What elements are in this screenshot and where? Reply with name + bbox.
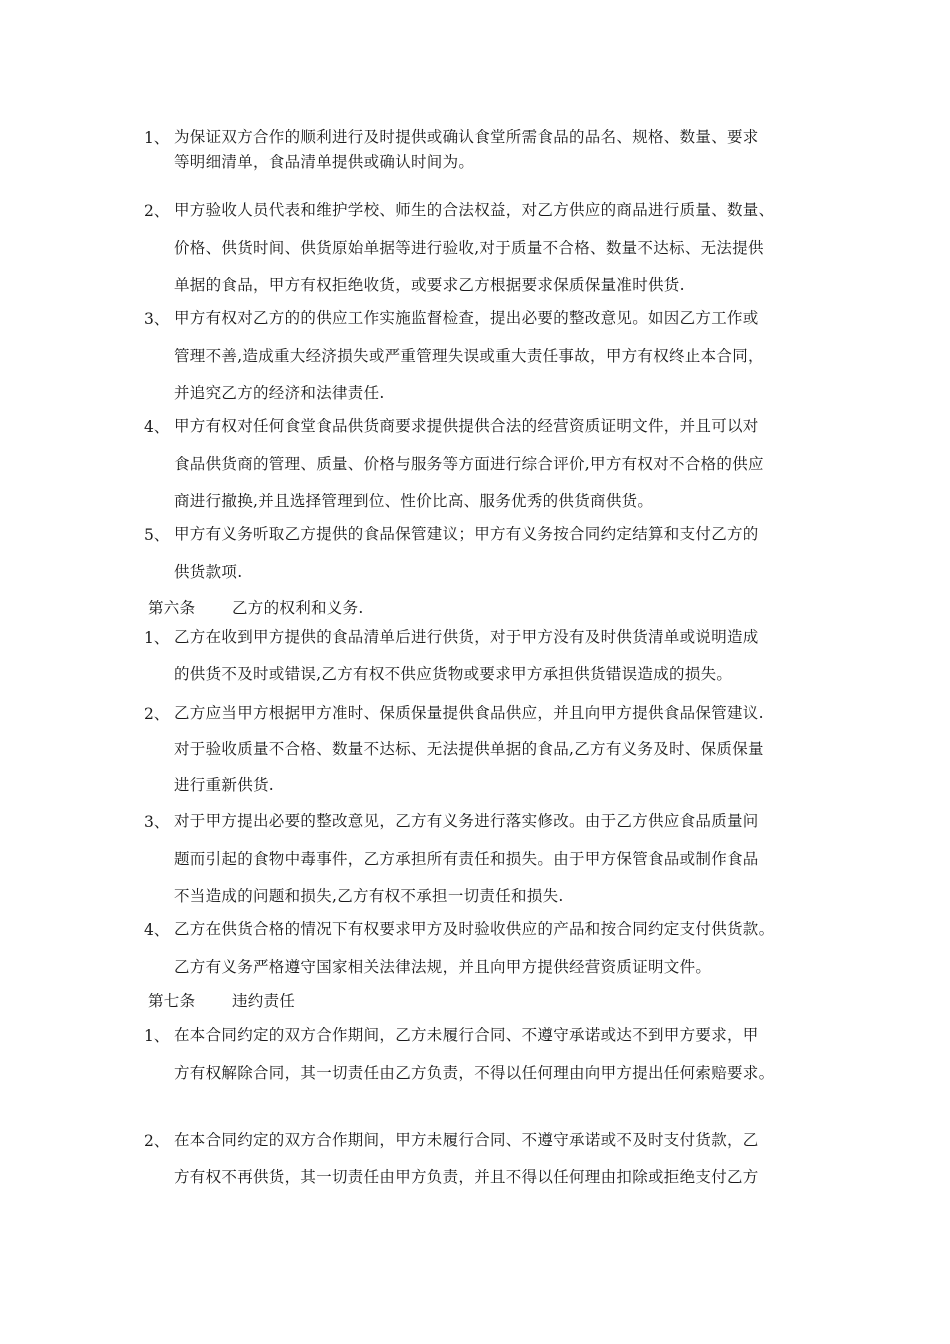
- list-item-text-line: 不当造成的问题和损失,乙方有权不承担一切责任和损失.: [174, 887, 564, 905]
- list-item-number: 1、: [144, 129, 170, 147]
- list-item-text-line: 甲方有权对乙方的的供应工作实施监督检查，提出必要的整改意见。如因乙方工作或: [174, 309, 759, 327]
- list-item-text-line: 对于验收质量不合格、数量不达标、无法提供单据的食品,乙方有义务及时、保质保量: [174, 740, 764, 758]
- list-item-number: 4、: [144, 921, 170, 939]
- list-item-text-line: 并追究乙方的经济和法律责任.: [174, 384, 385, 402]
- list-item-text-line: 等明细清单，食品清单提供或确认时间为。: [174, 153, 475, 171]
- list-item-number: 5、: [144, 526, 170, 544]
- list-item-text-line: 价格、供货时间、供货原始单据等进行验收,对于质量不合格、数量不达标、无法提供: [174, 239, 764, 257]
- list-item-text-line: 甲方有权对任何食堂食品供货商要求提供提供合法的经营资质证明文件，并且可以对: [174, 417, 759, 435]
- list-item-text-line: 在本合同约定的双方合作期间，乙方未履行合同、不遵守承诺或达不到甲方要求，甲: [174, 1026, 759, 1044]
- list-item-number: 1、: [144, 1027, 170, 1045]
- list-item-text-line: 为保证双方合作的顺利进行及时提供或确认食堂所需食品的品名、规格、数量、要求: [174, 128, 759, 146]
- list-item-number: 4、: [144, 418, 170, 436]
- list-item-number: 2、: [144, 1132, 170, 1150]
- list-item-text-line: 对于甲方提出必要的整改意见，乙方有义务进行落实修改。由于乙方供应食品质量问: [174, 812, 759, 830]
- list-item-text-line: 题而引起的食物中毒事件，乙方承担所有责任和损失。由于甲方保管食品或制作食品: [174, 850, 759, 868]
- article-heading-label: 第六条: [148, 599, 196, 617]
- list-item-text-line: 乙方在收到甲方提供的食品清单后进行供货，对于甲方没有及时供货清单或说明造成: [174, 628, 759, 646]
- list-item-text-line: 进行重新供货.: [174, 776, 275, 794]
- article-heading-title: 乙方的权利和义务.: [232, 599, 364, 617]
- list-item-text-line: 乙方在供货合格的情况下有权要求甲方及时验收供应的产品和按合同约定支付供货款。: [174, 920, 775, 938]
- list-item-text-line: 单据的食品，甲方有权拒绝收货，或要求乙方根据要求保质保量准时供货.: [174, 276, 685, 294]
- article-heading-title: 违约责任: [232, 992, 296, 1010]
- list-item-text-line: 在本合同约定的双方合作期间，甲方未履行合同、不遵守承诺或不及时支付货款，乙: [174, 1131, 759, 1149]
- article-heading-label: 第七条: [148, 992, 196, 1010]
- list-item-number: 3、: [144, 310, 170, 328]
- list-item-text-line: 甲方验收人员代表和维护学校、师生的合法权益，对乙方供应的商品进行质量、数量、: [174, 201, 775, 219]
- list-item-text-line: 乙方有义务严格遵守国家相关法律法规，并且向甲方提供经营资质证明文件。: [174, 958, 712, 976]
- list-item-number: 2、: [144, 705, 170, 723]
- list-item-text-line: 方有权解除合同，其一切责任由乙方负责，不得以任何理由向甲方提出任何索赔要求。: [174, 1064, 775, 1082]
- list-item-text-line: 商进行撤换,并且选择管理到位、性价比高、服务优秀的供货商供货。: [174, 492, 654, 510]
- list-item-number: 2、: [144, 202, 170, 220]
- list-item-text-line: 供货款项.: [174, 563, 243, 581]
- list-item-text-line: 乙方应当甲方根据甲方准时、保质保量提供食品供应，并且向甲方提供食品保管建议.: [174, 704, 764, 722]
- list-item-text-line: 方有权不再供货，其一切责任由甲方负责，并且不得以任何理由扣除或拒绝支付乙方: [174, 1168, 759, 1186]
- list-item-number: 1、: [144, 629, 170, 647]
- list-item-text-line: 管理不善,造成重大经济损失或严重管理失误或重大责任事故，甲方有权终止本合同，: [174, 347, 764, 365]
- list-item-number: 3、: [144, 813, 170, 831]
- list-item-text-line: 的供货不及时或错误,乙方有权不供应货物或要求甲方承担供货错误造成的损失。: [174, 665, 733, 683]
- list-item-text-line: 食品供货商的管理、质量、价格与服务等方面进行综合评价,甲方有权对不合格的供应: [174, 455, 764, 473]
- list-item-text-line: 甲方有义务听取乙方提供的食品保管建议；甲方有义务按合同约定结算和支付乙方的: [174, 525, 759, 543]
